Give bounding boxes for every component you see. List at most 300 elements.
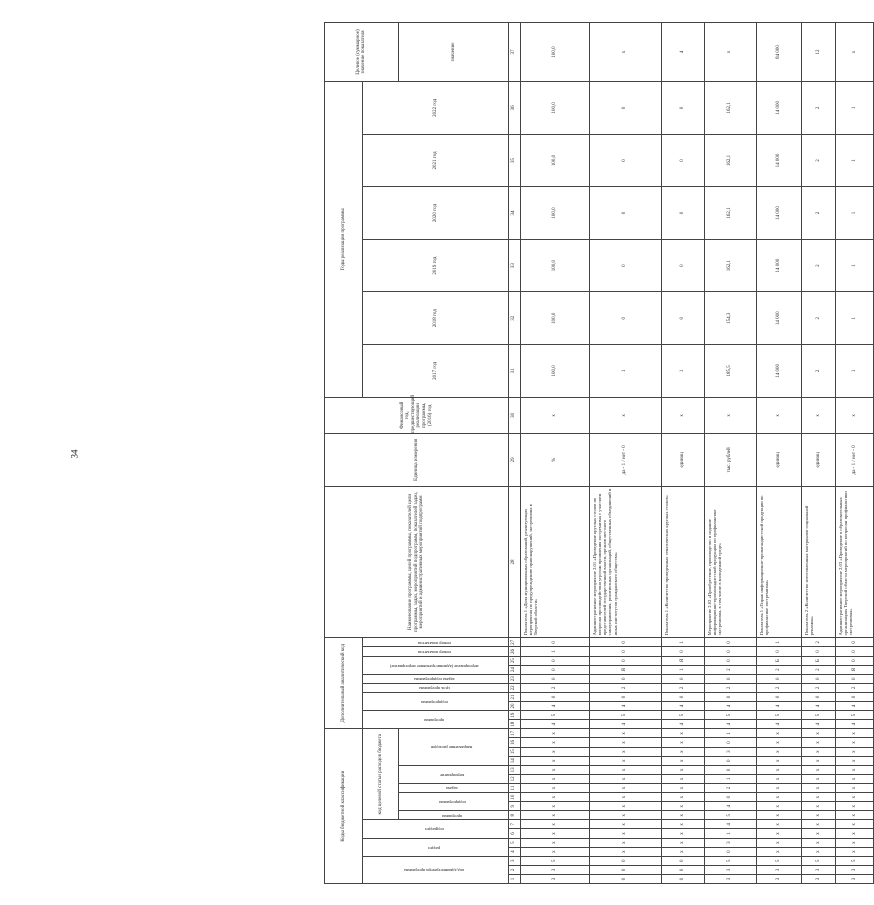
year-value: 14 000 (757, 187, 802, 240)
code-cell: х (802, 838, 835, 847)
code-cell: х (589, 847, 661, 856)
code-cell: 0 (835, 647, 873, 656)
year-value: 0 (661, 134, 704, 187)
code-cell: 0 (520, 674, 589, 683)
code-cell: х (802, 811, 835, 820)
year-value: 2 (802, 292, 835, 345)
header-ksr-group: код целевой статьи расходов бюджета (363, 729, 399, 820)
code-cell: х (835, 820, 873, 829)
code-cell: х (589, 747, 661, 756)
code-cell: 0 (520, 692, 589, 701)
code-cell: 4 (704, 820, 757, 829)
code-cell: 4 (835, 702, 873, 711)
row-name: Административное мероприятие 2.01 «Проведение круглых столов по вопросам противодействия угрозам проявления экстремизма с участием представителей государственной власти, органов местного самоуправления, религиозных организаций, общественных объединений и иных институтов гражданского общества» (589, 486, 661, 638)
code-cell: х (757, 729, 802, 738)
code-cell: 2 (802, 683, 835, 692)
column-number: 9 (508, 802, 520, 811)
year-value: 14 000 (757, 81, 802, 134)
year-value: 0 (661, 187, 704, 240)
code-cell: х (835, 793, 873, 802)
row-unit: тыс. рублей (704, 434, 757, 487)
year-value: 1 (835, 81, 873, 134)
column-number: 7 (508, 820, 520, 829)
code-cell: 4 (520, 720, 589, 729)
code-cell: 4 (704, 702, 757, 711)
code-cell: х (661, 783, 704, 792)
year-value: 162,1 (704, 239, 757, 292)
code-cell: х (520, 765, 589, 774)
code-cell: 3 (802, 865, 835, 874)
year-value: 185,5 (704, 345, 757, 398)
column-number: 10 (508, 793, 520, 802)
code-cell: 4 (757, 720, 802, 729)
year-value: 2 (802, 345, 835, 398)
row-unit: да - 1 / нет - 0 (835, 434, 873, 487)
code-cell: х (589, 838, 661, 847)
code-cell: Я (589, 665, 661, 674)
code-cell: 1 (661, 665, 704, 674)
code-cell: 0 (661, 647, 704, 656)
code-cell: 2 (589, 683, 661, 692)
code-cell: х (589, 802, 661, 811)
code-cell: х (802, 774, 835, 783)
header-year-2018: 2018 год (363, 292, 509, 345)
code-cell: 2 (835, 683, 873, 692)
code-cell: х (520, 811, 589, 820)
code-cell: 3 (757, 865, 802, 874)
column-number: 22 (508, 683, 520, 692)
header-fin-year: Финансовый год, предшествующий реализации программы, (2016) год (325, 397, 509, 433)
year-value: 0 (661, 292, 704, 345)
code-cell: 0 (704, 647, 757, 656)
code-cell: 1 (704, 729, 757, 738)
table-row (589, 23, 661, 884)
code-cell: х (589, 774, 661, 783)
header-unit: Единица измерения (325, 434, 509, 487)
header-ksr-program: программа (398, 811, 508, 820)
page-number: 34 (69, 449, 80, 459)
column-number: 3 (508, 856, 520, 865)
code-cell: 0 (589, 656, 661, 665)
code-cell: х (835, 738, 873, 747)
target-value: 84 000 (757, 23, 802, 82)
table-row (802, 23, 835, 884)
code-cell: 4 (802, 720, 835, 729)
code-cell: 4 (589, 702, 661, 711)
code-cell: 0 (589, 856, 661, 865)
rotated-table-container (324, 22, 874, 884)
year-value: 100,0 (520, 81, 589, 134)
code-cell: 4 (661, 702, 704, 711)
code-cell: 0 (704, 765, 757, 774)
code-cell: х (802, 765, 835, 774)
code-cell: Б (757, 656, 802, 665)
code-cell: х (520, 820, 589, 829)
year-value: 14 000 (757, 292, 802, 345)
column-number: 16 (508, 738, 520, 747)
code-cell: 0 (835, 656, 873, 665)
code-cell: х (520, 756, 589, 765)
code-cell: х (835, 802, 873, 811)
code-cell: 4 (704, 720, 757, 729)
code-cell: х (589, 829, 661, 838)
row-fin-year: х (704, 397, 757, 433)
row-name: Показатель 1 «Тираж информационно-пропагандистской продукции по профилактике экстремизма» (757, 486, 802, 638)
code-cell: х (757, 783, 802, 792)
code-cell: х (520, 838, 589, 847)
row-fin-year: х (589, 397, 661, 433)
code-cell: х (661, 756, 704, 765)
year-value: 162,1 (704, 187, 757, 240)
row-unit: да - 1 / нет - 0 (589, 434, 661, 487)
code-cell: х (802, 829, 835, 838)
year-value: 100,0 (520, 239, 589, 292)
year-value: 0 (589, 239, 661, 292)
column-number: 14 (508, 756, 520, 765)
header-ka-program: программа (363, 711, 509, 729)
code-cell: Я (661, 656, 704, 665)
code-cell: х (520, 774, 589, 783)
code-cell: х (661, 793, 704, 802)
code-cell: 0 (661, 674, 704, 683)
code-cell: х (835, 729, 873, 738)
code-cell: 0 (704, 738, 757, 747)
row-fin-year: х (757, 397, 802, 433)
code-cell: 0 (520, 665, 589, 674)
code-cell: 4 (757, 702, 802, 711)
code-cell: 0 (802, 674, 835, 683)
code-cell: х (661, 747, 704, 756)
column-number: 20 (508, 702, 520, 711)
column-number: 36 (508, 81, 520, 134)
year-value: 14 000 (757, 239, 802, 292)
code-cell: х (757, 847, 802, 856)
code-cell: х (802, 729, 835, 738)
year-value: 2 (802, 187, 835, 240)
code-cell: х (835, 847, 873, 856)
code-cell: 5 (589, 711, 661, 720)
row-unit: единиц (802, 434, 835, 487)
year-value: 1 (661, 345, 704, 398)
code-cell: 2 (661, 683, 704, 692)
code-cell: х (520, 747, 589, 756)
column-number: 35 (508, 134, 520, 187)
code-cell: Б (802, 656, 835, 665)
code-cell: 1 (704, 829, 757, 838)
code-cell: х (520, 847, 589, 856)
header-ksr-subprogram: подпрограмма (398, 793, 508, 811)
code-cell: 3 (757, 874, 802, 883)
code-cell: 0 (589, 692, 661, 701)
code-cell: х (589, 783, 661, 792)
column-number: 17 (508, 729, 520, 738)
code-cell: 0 (704, 638, 757, 647)
column-number: 25 (508, 656, 520, 665)
column-number: 37 (508, 23, 520, 82)
column-number: 8 (508, 811, 520, 820)
header-years-group: Годы реализации программы (325, 81, 363, 397)
code-cell: 0 (520, 656, 589, 665)
year-value: 0 (589, 81, 661, 134)
code-cell: х (757, 765, 802, 774)
column-number: 28 (508, 486, 520, 638)
header-ka-nomer: номер показателя (363, 647, 509, 656)
code-cell: х (757, 756, 802, 765)
code-cell: х (757, 747, 802, 756)
table-row (520, 23, 589, 884)
code-cell: х (661, 829, 704, 838)
code-cell: х (589, 756, 661, 765)
code-cell: х (661, 765, 704, 774)
code-cell: х (757, 802, 802, 811)
code-cell: 0 (835, 692, 873, 701)
code-cell: х (661, 729, 704, 738)
code-cell: 0 (704, 692, 757, 701)
row-name: Мероприятие 2.02 «Приобретение, производство и издание информационно-пропагандистской продукции по профилактике экстремизма, в том числе в молодежной среде» (704, 486, 757, 638)
row-fin-year: х (661, 397, 704, 433)
code-cell: 5 (757, 856, 802, 865)
program-indicators-table (324, 22, 874, 884)
code-cell: 2 (704, 683, 757, 692)
column-number: 4 (508, 847, 520, 856)
code-cell: х (589, 765, 661, 774)
row-fin-year: х (520, 397, 589, 433)
header-ksr-zadacha: задача (398, 783, 508, 792)
code-cell: х (589, 820, 661, 829)
code-cell: х (835, 765, 873, 774)
code-cell: 0 (661, 865, 704, 874)
table-row (835, 23, 873, 884)
code-cell: х (589, 793, 661, 802)
code-cell: 3 (835, 865, 873, 874)
code-cell: х (520, 793, 589, 802)
row-unit: единиц (661, 434, 704, 487)
code-cell: 3 (802, 874, 835, 883)
code-cell: х (757, 838, 802, 847)
code-cell: 3 (835, 874, 873, 883)
code-cell: х (520, 729, 589, 738)
header-year-2019: 2019 год (363, 239, 509, 292)
header-ka-meropriyatie: мероприятие (административное мероприятие) (363, 656, 509, 674)
column-number: 15 (508, 747, 520, 756)
code-cell: 3 (704, 838, 757, 847)
code-cell: х (757, 820, 802, 829)
code-cell: 0 (802, 647, 835, 656)
row-unit: % (520, 434, 589, 487)
code-cell: х (802, 847, 835, 856)
target-value: х (835, 23, 873, 82)
column-number: 23 (508, 674, 520, 683)
year-value: 162,1 (704, 81, 757, 134)
header-year-2022: 2022 год (363, 81, 509, 134)
code-cell: 2 (704, 665, 757, 674)
row-name: Показатель 2 «Количество изготовленных материалов социальной рекламы» (802, 486, 835, 638)
code-cell: х (520, 802, 589, 811)
code-cell: 5 (802, 856, 835, 865)
header-target-group: Целевое (суммарное) значение показателя (325, 23, 399, 82)
column-number: 29 (508, 434, 520, 487)
year-value: 100,0 (520, 187, 589, 240)
header-year-2017: 2017 год (363, 345, 509, 398)
code-cell: 0 (835, 638, 873, 647)
code-cell: 3 (704, 874, 757, 883)
year-value: 14 000 (757, 345, 802, 398)
code-cell: 0 (661, 692, 704, 701)
column-number: 12 (508, 774, 520, 783)
code-cell: х (520, 829, 589, 838)
header-razdel: раздел (363, 838, 509, 856)
column-number: 26 (508, 647, 520, 656)
column-number: 34 (508, 187, 520, 240)
code-cell: х (835, 774, 873, 783)
code-cell: х (802, 783, 835, 792)
column-number: 5 (508, 838, 520, 847)
code-cell: 5 (704, 811, 757, 820)
target-value: 100,0 (520, 23, 589, 82)
year-value: 0 (589, 292, 661, 345)
code-cell: 1 (661, 638, 704, 647)
header-ka-zadacha: задача подпрограммы (363, 674, 509, 683)
code-cell: х (835, 783, 873, 792)
code-cell: 0 (704, 656, 757, 665)
code-cell: 4 (835, 720, 873, 729)
target-value: 4 (661, 23, 704, 82)
year-value: 1 (835, 292, 873, 345)
header-target-value: значение (398, 23, 508, 82)
code-cell: 0 (757, 647, 802, 656)
code-cell: х (520, 783, 589, 792)
header-year-2020: 2020 год (363, 187, 509, 240)
code-cell: 0 (589, 674, 661, 683)
code-cell: 5 (704, 856, 757, 865)
row-fin-year: х (802, 397, 835, 433)
code-cell: х (661, 820, 704, 829)
code-cell: х (802, 756, 835, 765)
code-cell: х (757, 829, 802, 838)
column-number: 27 (508, 638, 520, 647)
year-value: 0 (661, 81, 704, 134)
code-cell: 0 (757, 692, 802, 701)
column-number: 19 (508, 711, 520, 720)
year-value: 2 (802, 134, 835, 187)
year-value: 1 (835, 134, 873, 187)
code-cell: 1 (757, 638, 802, 647)
year-value: 1 (589, 345, 661, 398)
year-value: 2 (802, 81, 835, 134)
code-cell: 5 (757, 711, 802, 720)
code-cell: х (589, 738, 661, 747)
code-cell: 1 (520, 647, 589, 656)
code-cell: 2 (802, 638, 835, 647)
column-number: 33 (508, 239, 520, 292)
code-cell: х (520, 738, 589, 747)
code-cell: 5 (835, 856, 873, 865)
header-ksr-napravlenie: направление расходов (398, 729, 508, 766)
code-cell: 0 (589, 874, 661, 883)
code-cell: 0 (802, 692, 835, 701)
header-ka-cel: цель программы (363, 683, 509, 692)
column-number: 1 (508, 874, 520, 883)
code-cell: 2 (757, 665, 802, 674)
code-cell: х (835, 747, 873, 756)
column-number: 11 (508, 783, 520, 792)
code-cell: 5 (835, 711, 873, 720)
code-cell: 5 (661, 711, 704, 720)
column-number: 13 (508, 765, 520, 774)
code-cell: х (757, 793, 802, 802)
code-cell: 3 (520, 865, 589, 874)
code-cell: х (835, 756, 873, 765)
column-number: 18 (508, 720, 520, 729)
code-cell: 0 (589, 638, 661, 647)
code-cell: х (661, 802, 704, 811)
column-number: 32 (508, 292, 520, 345)
code-cell: х (589, 729, 661, 738)
header-ksr-meropriyatie: мероприятие (398, 765, 508, 783)
row-unit: единиц (757, 434, 802, 487)
header-admin-code: код администратора программы (363, 856, 509, 883)
code-cell: 4 (802, 702, 835, 711)
code-cell: Я (835, 665, 873, 674)
code-cell: 0 (520, 638, 589, 647)
code-cell: х (757, 811, 802, 820)
header-ka-subprogram: подпрограмма (363, 692, 509, 710)
table-row (704, 23, 757, 884)
code-cell: 3 (520, 874, 589, 883)
code-cell: х (757, 774, 802, 783)
code-cell: 4 (704, 802, 757, 811)
year-value: 100,0 (520, 345, 589, 398)
code-cell: х (835, 829, 873, 838)
table-row (661, 23, 704, 884)
row-name: Показатель 1 «Доля муниципальных образований, реализующих мероприятия по предупреждению правонарушений, экстремизма в Тверской области» (520, 486, 589, 638)
year-value: 100,0 (520, 292, 589, 345)
code-cell: 5 (704, 711, 757, 720)
header-codes: Коды бюджетной классификации (325, 729, 363, 884)
year-value: 1 (835, 345, 873, 398)
header-podrazdel: подраздел (363, 820, 509, 838)
code-cell: х (802, 747, 835, 756)
header-name: Наименование программы, целей программы, показателей цели программы, задач, мероприятий подпрограмм, показателей задач, мероприятий и административных мероприятий подпрограмм (325, 486, 509, 638)
code-cell: 0 (589, 865, 661, 874)
code-cell: х (802, 820, 835, 829)
code-cell: 4 (520, 702, 589, 711)
code-cell: 4 (589, 720, 661, 729)
code-cell: х (589, 811, 661, 820)
year-value: 1 (835, 239, 873, 292)
code-cell: 0 (757, 674, 802, 683)
code-cell: х (835, 811, 873, 820)
code-cell: 0 (704, 793, 757, 802)
column-number: 21 (508, 692, 520, 701)
year-value: 2 (802, 239, 835, 292)
code-cell: 5 (520, 711, 589, 720)
code-cell: х (661, 774, 704, 783)
header-year-2021: 2021 год (363, 134, 509, 187)
code-cell: х (757, 738, 802, 747)
year-value: 0 (589, 187, 661, 240)
code-cell: х (835, 838, 873, 847)
code-cell: 0 (589, 647, 661, 656)
code-cell: 3 (704, 865, 757, 874)
year-value: 162,1 (704, 134, 757, 187)
row-name: Показатель 1 «Количество проведенных тематических круглых столов» (661, 486, 704, 638)
code-cell: 2 (802, 665, 835, 674)
code-cell: 1 (704, 774, 757, 783)
code-cell: 0 (704, 674, 757, 683)
column-number: 24 (508, 665, 520, 674)
column-number: 31 (508, 345, 520, 398)
